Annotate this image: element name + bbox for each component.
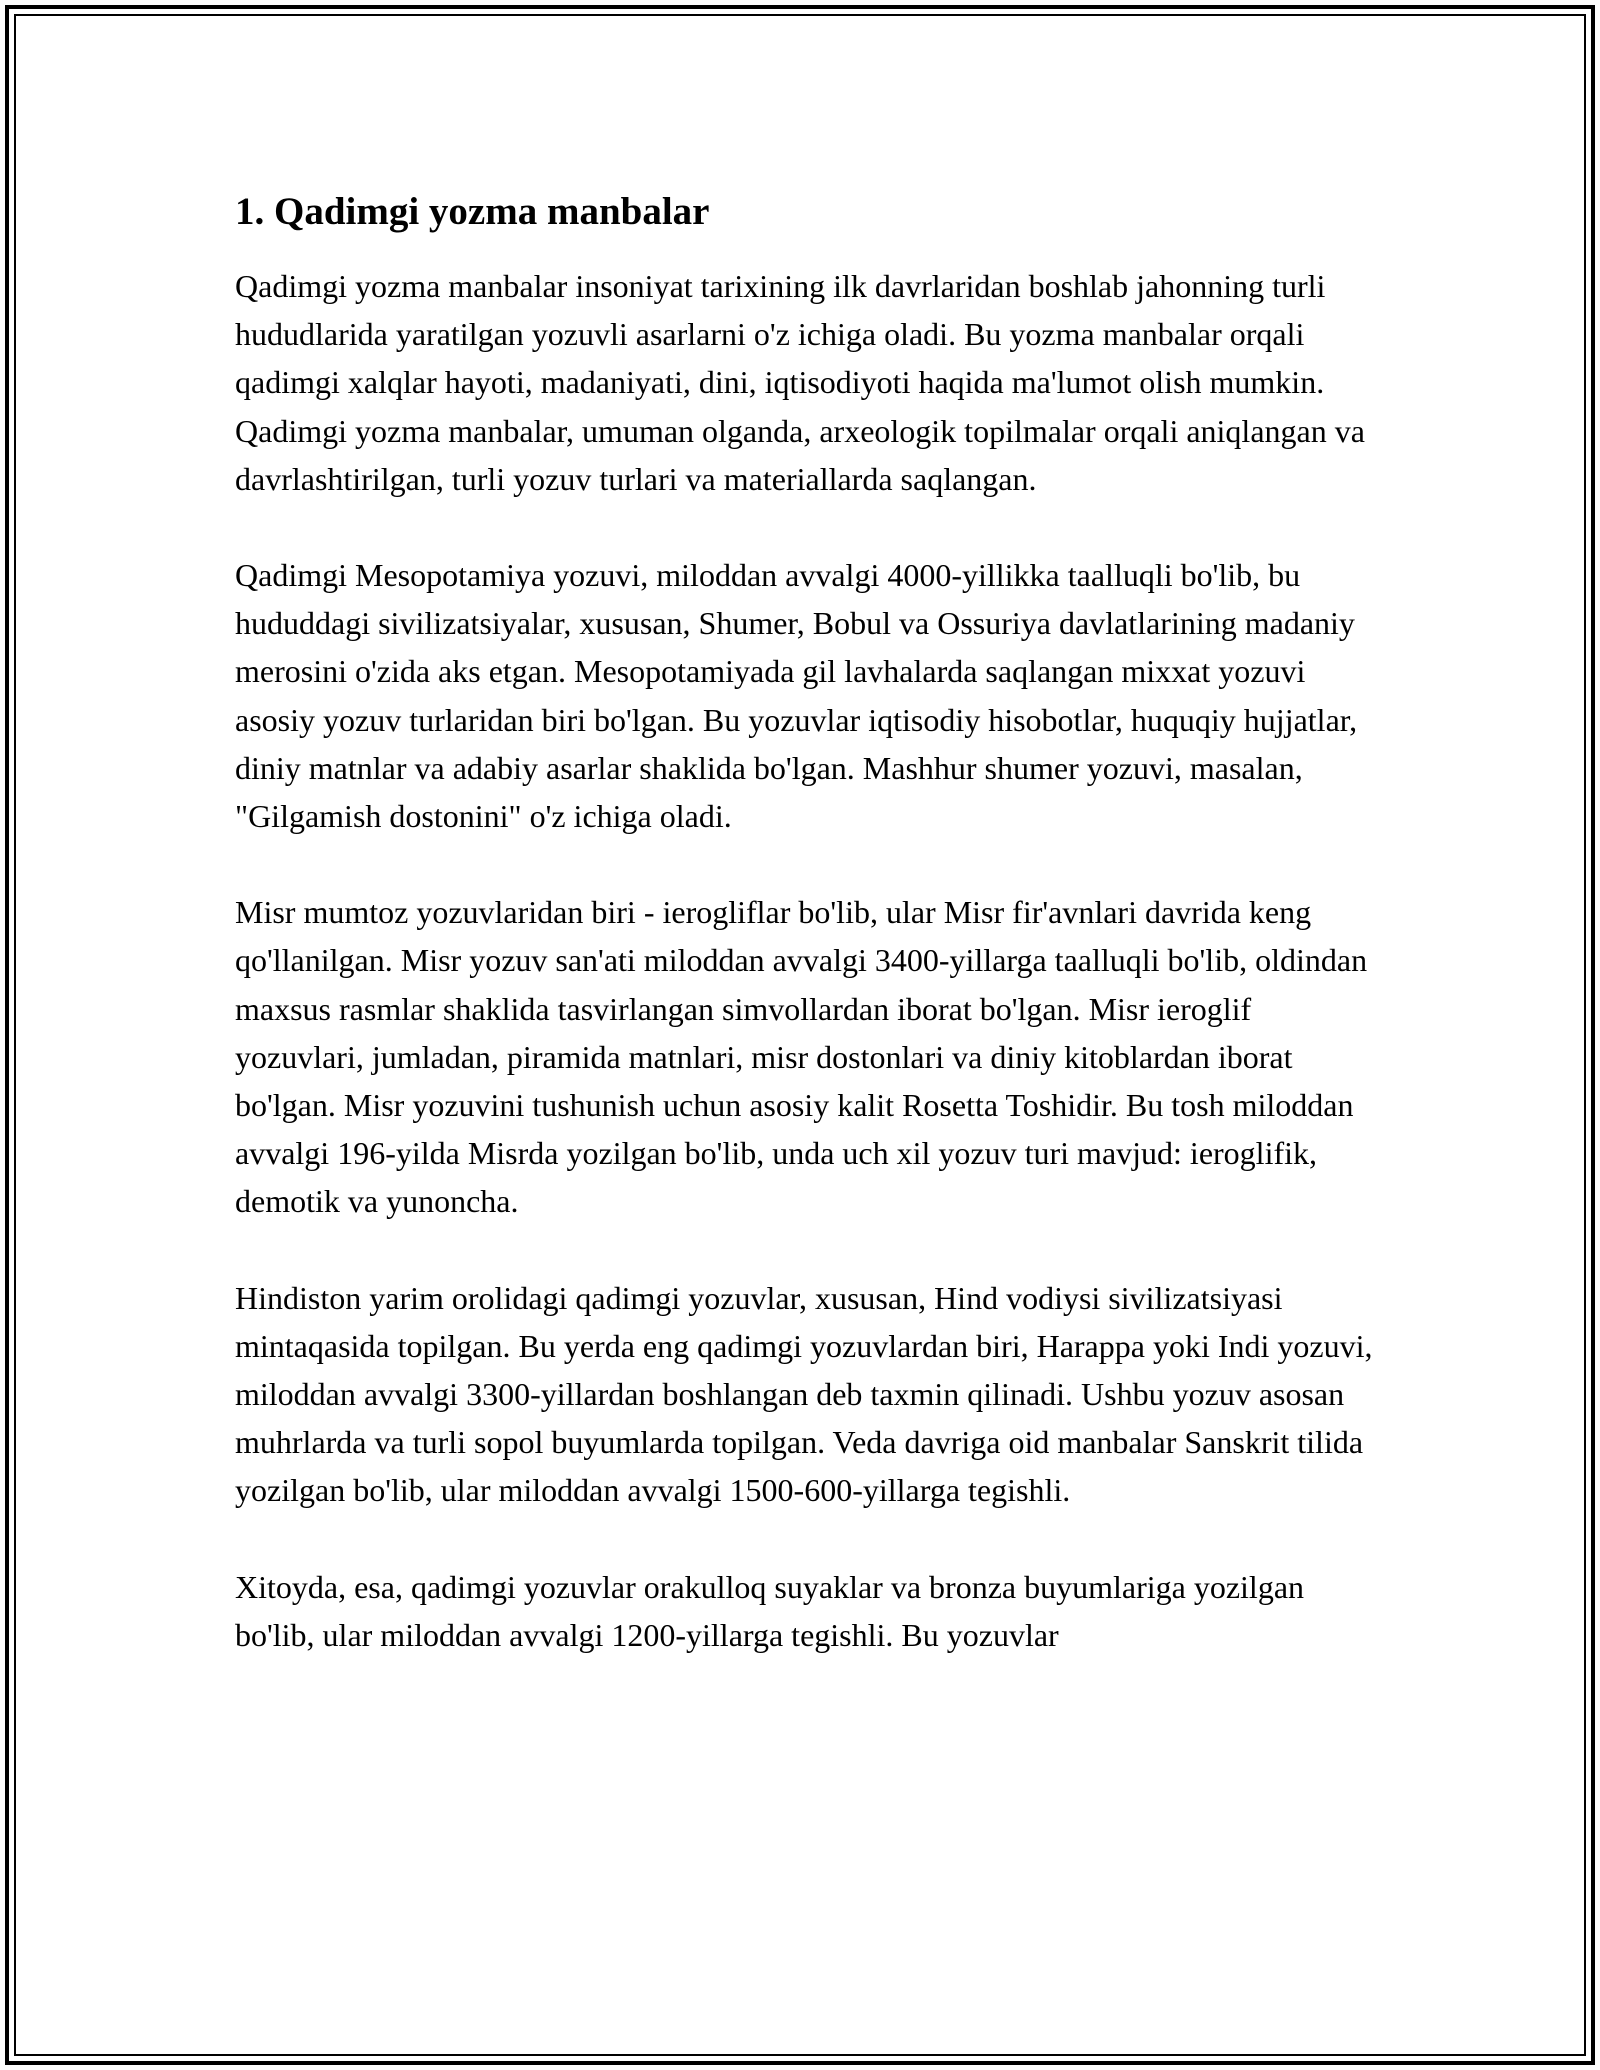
section-heading: 1. Qadimgi yozma manbalar (235, 190, 710, 233)
paragraph-intro: Qadimgi yozma manbalar insoniyat tarixining ilk davrlaridan boshlab jahonning turli hududlarida yaratilgan yozuvli asarlarni o'z ichiga oladi. Bu yozma manbalar orqali qadimgi xalqlar hayoti, madaniyati, dini, iqtisodiyoti haqida ma'lumot olish mumkin. Qadimgi yozma manbalar, umuman olganda, arxeologik topilmalar orqali aniqlangan va davrlashtirilgan, turli yozuv turlari va materiallarda saqlangan. (235, 268, 1365, 497)
paragraph-india: Hindiston yarim orolidagi qadimgi yozuvlar, xususan, Hind vodiysi sivilizatsiyasi mintaqasida topilgan. Bu yerda eng qadimgi yozuvlardan biri, Harappa yoki Indi yozuvi, miloddan avvalgi 3300-yillardan boshlangan deb taxmin qilinadi. Ushbu yozuv asosan muhrlarda va turli sopol buyumlarda topilgan. Veda davriga oid manbalar Sanskrit tilida yozilgan bo'lib, ular miloddan avvalgi 1500-600-yillarga tegishli. (235, 1279, 1373, 1509)
paragraph-egypt: Misr mumtoz yozuvlaridan biri - ierogliflar bo'lib, ular Misr fir'avnlari davrida keng qo'llanilgan. Misr yozuv san'ati miloddan avvalgi 3400-yillarga taalluqli bo'lib, oldindan maxsus rasmlar shaklida tasvirlangan simvollardan iborat bo'lgan. Misr ieroglif yozuvlari, jumladan, piramida matnlari, misr dostonlari va diniy kitoblardan iborat bo'lgan. Misr yozuvini tushunish uchun asosiy kalit Rosetta Toshidir. Bu tosh miloddan avvalgi 196-yilda Misrda yozilgan bo'lib, unda uch xil yozuv turi mavjud: ieroglifik, demotik va yunoncha. (235, 894, 1368, 1220)
paragraph-mesopotamia: Qadimgi Mesopotamiya yozuvi, miloddan avvalgi 4000-yillikka taalluqli bo'lib, bu hududdagi sivilizatsiyalar, xususan, Shumer, Bobul va Ossuriya davlatlarining madaniy merosini o'zida aks etgan. Mesopotamiyada gil lavhalarda saqlangan mixxat yozuvi asosiy yozuv turlaridan biri bo'lgan. Bu yozuvlar iqtisodiy hisobotlar, huquqiy hujjatlar, diniy matnlar va adabiy asarlar shaklida bo'lgan. Mashhur shumer yozuvi, masalan, "Gilgamish dostonini" o'z ichiga oladi. (235, 557, 1358, 835)
paragraph-china: Xitoyda, esa, qadimgi yozuvlar orakulloq suyaklar va bronza buyumlariga yozilgan bo'lib, ular miloddan avvalgi 1200-yillarga tegishli. Bu yozuvlar (235, 1568, 1305, 1653)
document-body (235, 186, 1375, 1707)
